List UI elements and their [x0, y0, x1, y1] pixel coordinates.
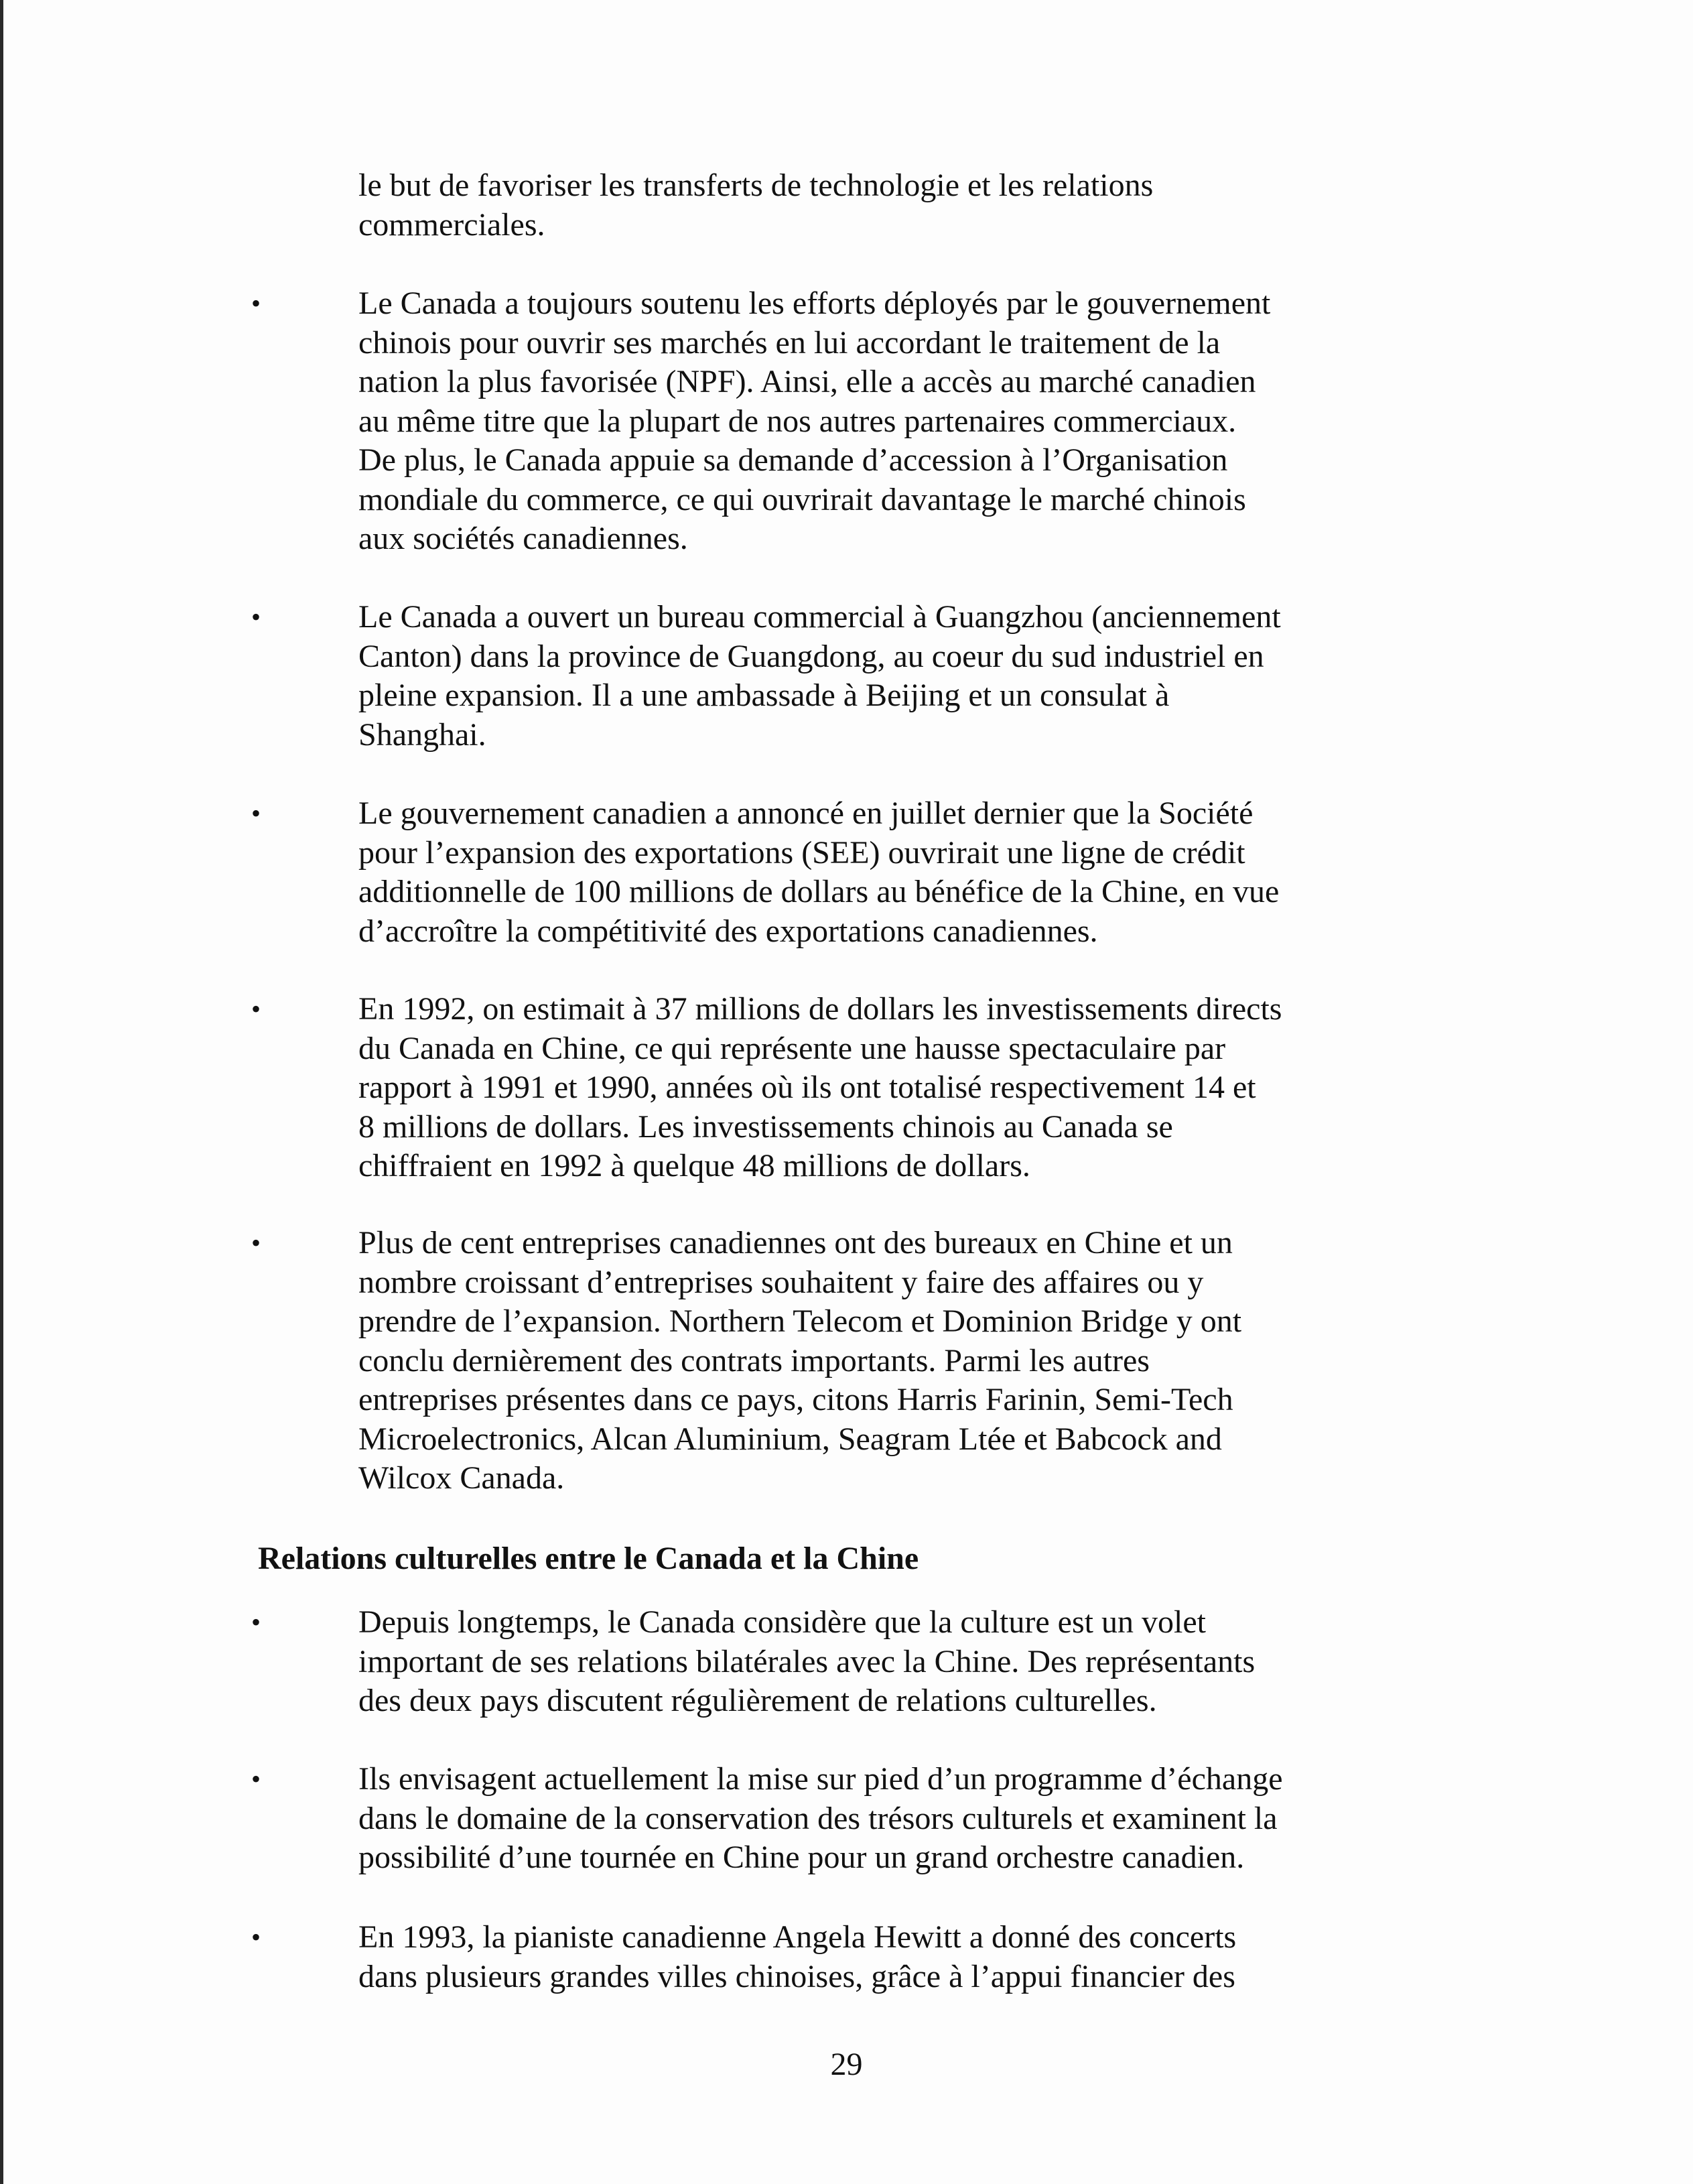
bullet-marker: •: [251, 602, 261, 632]
text-line: Le Canada a ouvert un bureau commercial à Guangzhou (anciennement: [358, 599, 1281, 635]
text-line: des deux pays discutent régulièrement de relations culturelles.: [358, 1683, 1157, 1718]
text-line: chiffraient en 1992 à quelque 48 millions de dollars.: [358, 1148, 1030, 1183]
text-line: nation la plus favorisée (NPF). Ainsi, elle a accès au marché canadien: [358, 364, 1256, 399]
text-line: pleine expansion. Il a une ambassade à Beijing et un consulat à: [358, 678, 1170, 713]
bullet-paragraph-investments: [358, 990, 1377, 1186]
bullet-paragraph-hewitt: [358, 1918, 1377, 1996]
bullet-paragraph-guangzhou: [358, 598, 1377, 755]
text-line: important de ses relations bilatérales avec la Chine. Des représentants: [358, 1643, 1256, 1679]
text-line: aux sociétés canadiennes.: [358, 521, 688, 556]
text-line: Canton) dans la province de Guangdong, au coeur du sud industriel en: [358, 638, 1264, 674]
text-line: le but de favoriser les transferts de technologie et les relations: [358, 168, 1154, 203]
text-line: Ils envisagent actuellement la mise sur pied d’un programme d’échange: [358, 1761, 1283, 1797]
text-line: du Canada en Chine, ce qui représente une hausse spectaculaire par: [358, 1030, 1226, 1066]
text-line: conclu dernièrement des contrats importants. Parmi les autres: [358, 1342, 1150, 1378]
scan-edge: [0, 0, 3, 2184]
text-line: prendre de l’expansion. Northern Telecom et Dominion Bridge y ont: [358, 1303, 1242, 1339]
text-line: Plus de cent entreprises canadiennes ont des bureaux en Chine et un: [358, 1225, 1233, 1261]
section-heading: Relations culturelles entre le Canada et la Chine: [258, 1541, 919, 1576]
bullet-marker: •: [251, 1607, 261, 1637]
text-line: Shanghai.: [358, 716, 486, 753]
bullet-marker: •: [251, 288, 261, 318]
text-line: Le Canada a toujours soutenu les efforts déployés par le gouvernement: [358, 285, 1271, 321]
text-line: mondiale du commerce, ce qui ouvrirait davantage le marché chinois: [358, 481, 1246, 517]
bullet-marker: •: [251, 1922, 261, 1952]
text-line: 8 millions de dollars. Les investissements chinois au Canada se: [358, 1108, 1173, 1145]
text-line: Le gouvernement canadien a annoncé en juillet dernier que la Société: [358, 795, 1254, 831]
text-line: commerciales.: [358, 206, 545, 243]
text-line: au même titre que la plupart de nos autres partenaires commerciaux.: [358, 403, 1237, 439]
text-line: En 1993, la pianiste canadienne Angela Hewitt a donné des concerts: [358, 1919, 1237, 1955]
text-line: De plus, le Canada appuie sa demande d’accession à l’Organisation: [358, 442, 1228, 478]
text-line: Depuis longtemps, le Canada considère que la culture est un volet: [358, 1604, 1206, 1640]
text-line: dans plusieurs grandes villes chinoises, grâce à l’appui financier des: [358, 1958, 1235, 1994]
bullet-marker: •: [251, 994, 261, 1024]
bullet-marker: •: [251, 1764, 261, 1794]
bullet-paragraph-culture: [358, 1603, 1377, 1721]
bullet-paragraph-see: [358, 794, 1377, 951]
text-line: d’accroître la compétitivité des exportations canadiennes.: [358, 913, 1098, 949]
text-line: dans le domaine de la conservation des trésors culturels et examinent la: [358, 1800, 1278, 1836]
bullet-marker: •: [251, 1228, 261, 1258]
text-line: nombre croissant d’entreprises souhaitent y faire des affaires ou y: [358, 1264, 1204, 1300]
text-line: rapport à 1991 et 1990, années où ils ont totalisé respectivement 14 et: [358, 1070, 1256, 1105]
bullet-paragraph-exchange: [358, 1760, 1377, 1878]
text-line: chinois pour ouvrir ses marchés en lui accordant le traitement de la: [358, 324, 1221, 361]
intro-paragraph: [358, 166, 1377, 245]
text-line: entreprises présentes dans ce pays, citons Harris Farinin, Semi-Tech: [358, 1382, 1233, 1417]
text-line: additionnelle de 100 millions de dollars au bénéfice de la Chine, en vue: [358, 874, 1280, 909]
page-number: 29: [830, 2047, 863, 2082]
text-line: En 1992, on estimait à 37 millions de dollars les investissements directs: [358, 991, 1282, 1027]
text-line: Microelectronics, Alcan Aluminium, Seagram Ltée et Babcock and: [358, 1421, 1222, 1457]
text-line: Wilcox Canada.: [358, 1460, 565, 1496]
text-line: pour l’expansion des exportations (SEE) ouvrirait une ligne de crédit: [358, 834, 1245, 871]
text-line: possibilité d’une tournée en Chine pour un grand orchestre canadien.: [358, 1840, 1245, 1875]
bullet-paragraph-npf: [358, 284, 1377, 559]
bullet-paragraph-companies: [358, 1224, 1377, 1498]
bullet-marker: •: [251, 798, 261, 828]
